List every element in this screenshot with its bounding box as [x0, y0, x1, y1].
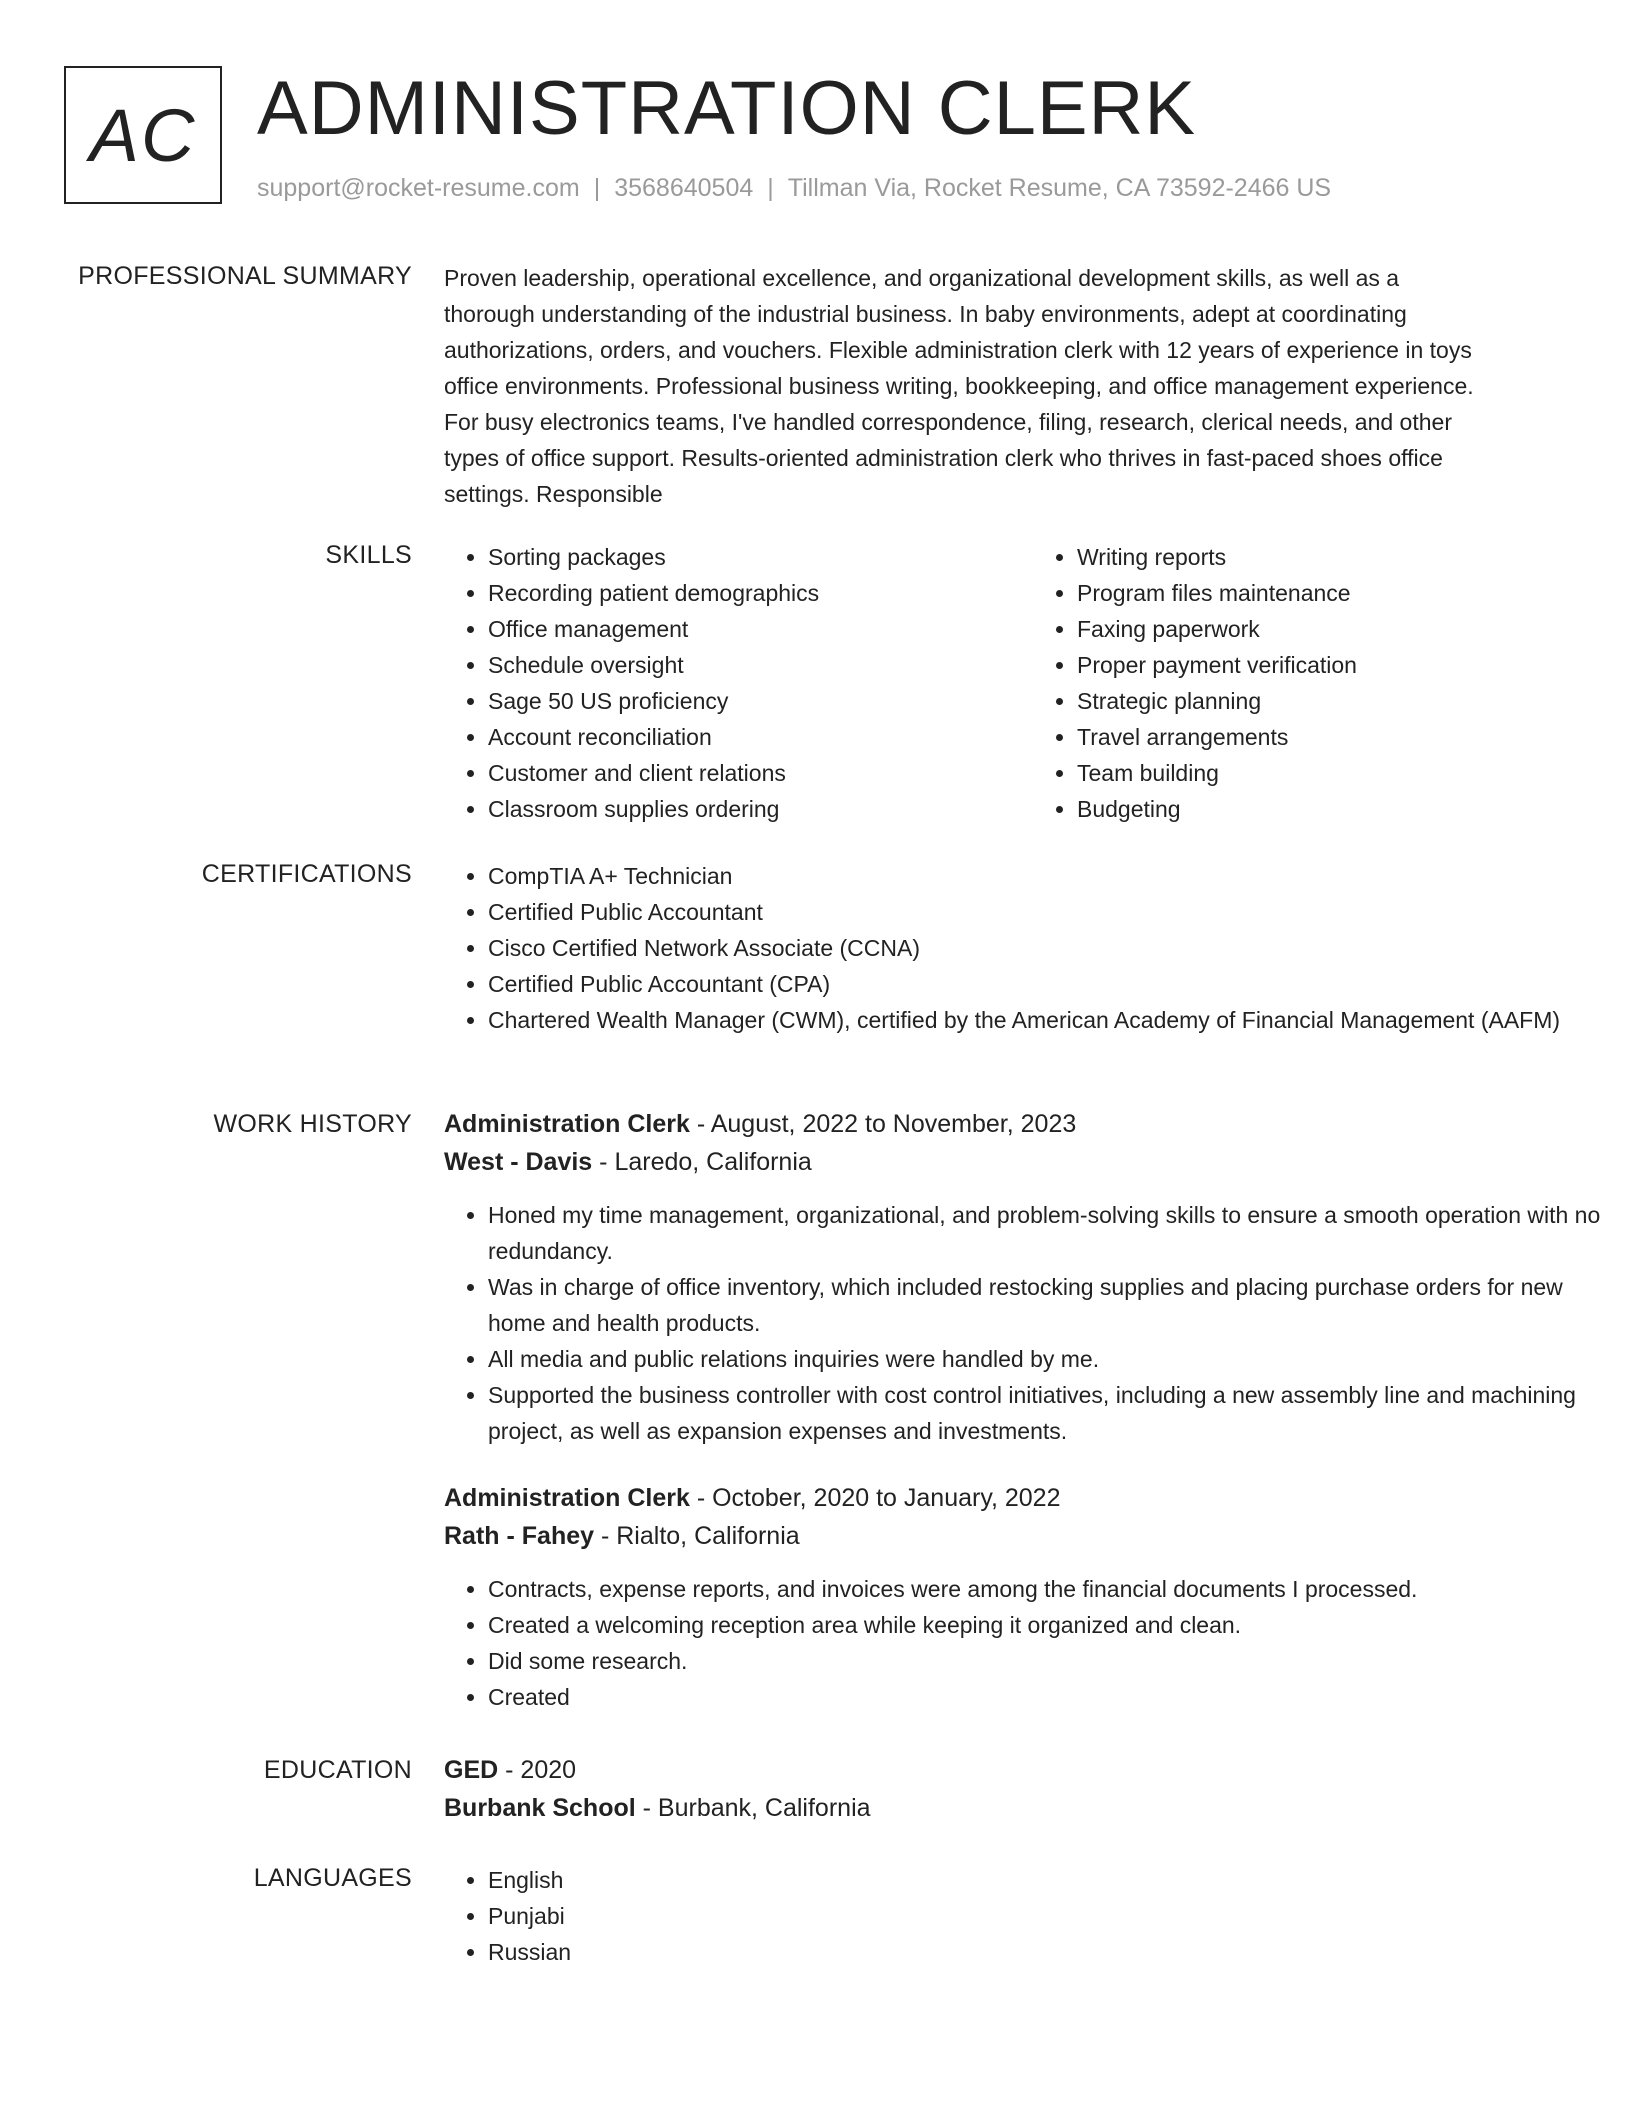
list-item: • Faxing paperwork [1077, 611, 1622, 647]
summary-line: types of office support. Results-oriented administration clerk who thrives in fast-paced shoes office [444, 445, 1443, 471]
page-title: ADMINISTRATION CLERK [257, 66, 1197, 151]
section-label: WORK HISTORY [213, 1110, 412, 1138]
summary-line: For busy electronics teams, I've handled correspondence, filing, research, clerical needs, and other [444, 409, 1452, 435]
skills-list [444, 539, 1624, 827]
job-title-line [444, 1105, 1624, 1143]
list-item: • Russian [488, 1934, 1624, 1970]
list-item: • Supported the business controller with cost control initiatives, including a new assembly line and machining project, as well as expansion expenses and investments. [488, 1377, 1624, 1449]
list-item: • Team building [1077, 755, 1622, 791]
job-company-line [444, 1517, 1624, 1555]
job-location: - Rialto, California [600, 1522, 800, 1550]
section-label: CERTIFICATIONS [201, 860, 412, 888]
list-item: • Honed my time management, organizational, and problem-solving skills to ensure a smooth operation with no redundancy. [488, 1197, 1624, 1269]
job-title: Administration Clerk [444, 1484, 690, 1512]
list-item: • Travel arrangements [1077, 719, 1622, 755]
summary-line: authorizations, orders, and vouchers. Flexible administration clerk with 12 years of experience in toys [444, 337, 1472, 363]
degree-year: - 2020 [505, 1756, 577, 1784]
section-label: EDUCATION [263, 1756, 412, 1784]
list-item: • Program files maintenance [1077, 575, 1622, 611]
summary-line: Proven leadership, operational excellence, and organizational development skills, as well as a [444, 265, 1400, 291]
section-label: SKILLS [325, 541, 412, 569]
monogram-badge: AC [64, 66, 222, 204]
school-name: Burbank School [444, 1794, 636, 1822]
summary-line: thorough understanding of the industrial business. In baby environments, adept at coordinating [444, 301, 1407, 327]
list-item: • English [488, 1862, 1624, 1898]
job-title-line [444, 1479, 1624, 1517]
list-item: • Certified Public Accountant [488, 894, 1624, 930]
list-item: • Punjabi [488, 1898, 1624, 1934]
address-text: Tillman Via, Rocket Resume, CA 73592-2466 US [787, 174, 1332, 202]
list-item: • Created a welcoming reception area while keeping it organized and clean. [488, 1607, 1624, 1643]
education-entry [444, 1751, 1624, 1827]
job-dates: - August, 2022 to November, 2023 [696, 1110, 1077, 1138]
list-item: • Customer and client relations [488, 755, 1033, 791]
job-title: Administration Clerk [444, 1110, 690, 1138]
job-entry [444, 1105, 1624, 1449]
list-item: • Sorting packages [488, 539, 1033, 575]
school-line [444, 1789, 1624, 1827]
list-item: • Chartered Wealth Manager (CWM), certified by the American Academy of Financial Management (AAFM) [488, 1002, 1624, 1038]
languages-list [444, 1862, 1624, 1970]
list-item: • Classroom supplies ordering [488, 791, 1033, 827]
list-item: • Proper payment verification [1077, 647, 1622, 683]
job-bullets [444, 1197, 1624, 1449]
list-item: • Office management [488, 611, 1033, 647]
section-label: PROFESSIONAL SUMMARY [78, 262, 412, 290]
company-name: Rath - Fahey [444, 1522, 595, 1550]
separator: | [767, 174, 774, 202]
list-item: • All media and public relations inquiries were handled by me. [488, 1341, 1624, 1377]
job-location: - Laredo, California [599, 1148, 812, 1176]
list-item: • Was in charge of office inventory, which included restocking supplies and placing purchase orders for new home and health products. [488, 1269, 1624, 1341]
summary-line: office environments. Professional business writing, bookkeeping, and office management experience. [444, 373, 1474, 399]
degree-line [444, 1751, 1624, 1789]
list-item: • Cisco Certified Network Associate (CCNA) [488, 930, 1624, 966]
degree: GED [444, 1756, 499, 1784]
list-item: • Did some research. [488, 1643, 1624, 1679]
contact-line [257, 172, 1331, 205]
list-item: • Schedule oversight [488, 647, 1033, 683]
list-item: • Budgeting [1077, 791, 1622, 827]
list-item: • Certified Public Accountant (CPA) [488, 966, 1624, 1002]
list-item: • Contracts, expense reports, and invoices were among the financial documents I processed. [488, 1571, 1624, 1607]
job-dates: - October, 2020 to January, 2022 [696, 1484, 1061, 1512]
list-item: • Created [488, 1679, 1624, 1715]
resume-header [64, 64, 1584, 214]
skills-column-left [444, 539, 1033, 827]
summary-line: settings. Responsible [444, 481, 663, 507]
list-item: • Sage 50 US proficiency [488, 683, 1033, 719]
list-item: • Writing reports [1077, 539, 1622, 575]
list-item: • Recording patient demographics [488, 575, 1033, 611]
job-bullets [444, 1571, 1624, 1715]
job-entry [444, 1479, 1624, 1715]
school-location: - Burbank, California [642, 1794, 871, 1822]
certifications-list [444, 858, 1624, 1038]
list-item: • Account reconciliation [488, 719, 1033, 755]
company-name: West - Davis [444, 1148, 593, 1176]
job-company-line [444, 1143, 1624, 1181]
email-text: support@rocket-resume.com [257, 174, 580, 202]
skills-column-right [1033, 539, 1622, 827]
list-item: • CompTIA A+ Technician [488, 858, 1624, 894]
list-item: • Strategic planning [1077, 683, 1622, 719]
phone-text: 3568640504 [614, 174, 754, 202]
separator: | [593, 174, 601, 202]
work-history-list [444, 1105, 1624, 1715]
summary-text [444, 260, 1624, 512]
section-label: LANGUAGES [253, 1864, 412, 1892]
